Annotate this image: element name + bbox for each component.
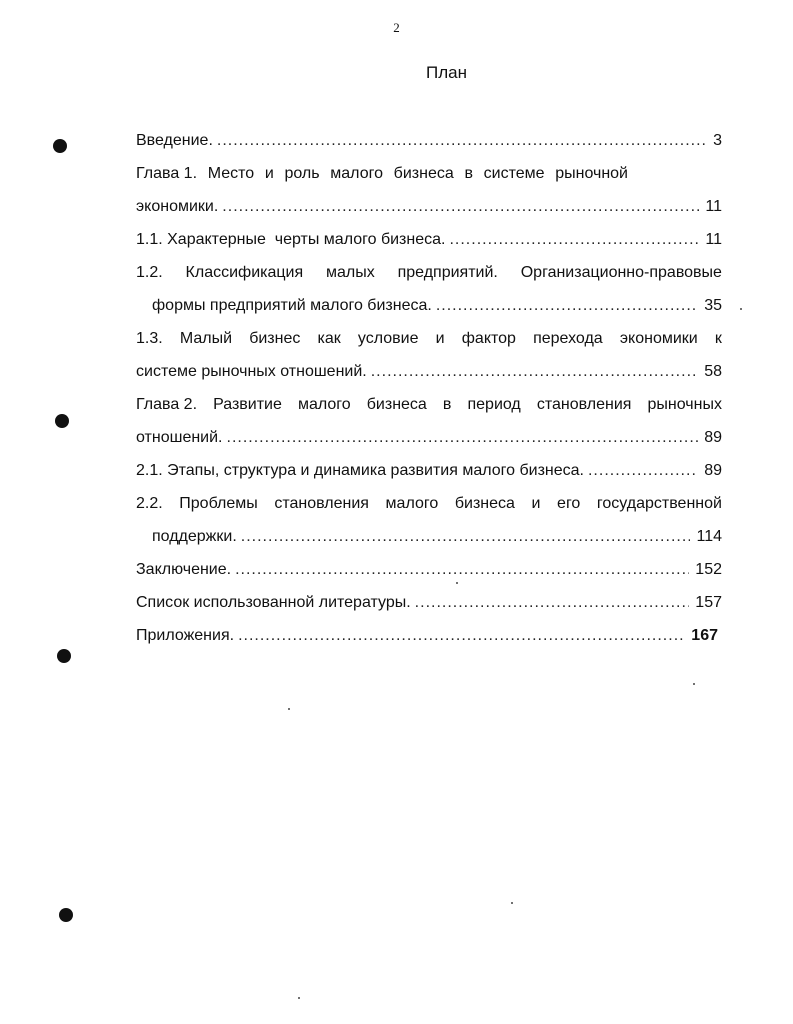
toc-page-number: 157 [695, 594, 722, 611]
toc-word: и [435, 330, 445, 347]
toc-word: Проблемы [179, 495, 258, 512]
toc-word: рыночной [555, 165, 628, 182]
dot-leader [436, 289, 698, 322]
toc-entry-text: 1.1. Характерные черты малого бизнеса. [136, 231, 446, 248]
toc-entry-introduction[interactable] [136, 124, 722, 157]
toc-entry-1-3-line1[interactable] [136, 322, 722, 355]
toc-word: Малый [179, 330, 233, 347]
toc-word: малого [385, 495, 439, 512]
toc-word: перехода [533, 330, 603, 347]
toc-entry-text: формы предприятий малого бизнеса. [152, 297, 432, 314]
toc-word: бизнеса [366, 396, 427, 413]
toc-word: и [264, 165, 274, 182]
toc-entry-chapter-2-line2[interactable] [136, 421, 722, 454]
toc-word: бизнеса [454, 495, 515, 512]
toc-word: малого [330, 165, 383, 182]
toc-page-number: 35 [704, 297, 722, 314]
toc-entry-2-1[interactable] [136, 454, 722, 487]
toc-entry-text: Заключение. [136, 561, 232, 578]
toc-entry-conclusion[interactable] [136, 553, 722, 586]
toc-entry-appendices[interactable] [136, 619, 722, 652]
toc-word: бизнеса [393, 165, 454, 182]
punch-hole-1 [53, 139, 67, 153]
toc-word: системе [483, 165, 545, 182]
scan-speck [511, 902, 513, 904]
toc-page-number: 152 [695, 561, 722, 578]
toc-entry-2-2-line2[interactable] [136, 520, 722, 553]
toc-word: его [557, 495, 581, 512]
toc-entry-text: системе рыночных отношений. [136, 363, 367, 380]
toc-page-number: 11 [705, 231, 722, 248]
toc-word: бизнес [249, 330, 301, 347]
toc-word: период [467, 396, 521, 413]
toc-entry-text: 2.1. Этапы, структура и динамика развития малого бизнеса. [136, 462, 584, 479]
toc-entry-chapter-1-line2[interactable] [136, 190, 722, 223]
toc-word: малого [297, 396, 351, 413]
page-number: 2 [393, 20, 400, 35]
toc-page-number: 3 [713, 132, 722, 149]
scan-speck [288, 708, 290, 710]
toc-word: и [531, 495, 541, 512]
toc-entry-references[interactable] [136, 586, 722, 619]
toc-entry-text: отношений. [136, 429, 223, 446]
scan-speck [740, 308, 742, 310]
toc-word: фактор [461, 330, 516, 347]
dot-leader [371, 355, 698, 388]
toc-word: Развитие [213, 396, 282, 413]
punch-hole-3 [57, 649, 71, 663]
dot-leader [415, 586, 690, 619]
toc-page-number: 58 [704, 363, 722, 380]
toc-word: в [464, 165, 473, 182]
toc-entry-1-1[interactable] [136, 223, 722, 256]
dot-leader [588, 454, 698, 487]
toc-entry-text: поддержки. [152, 528, 237, 545]
toc-word: Организационно-правовые [520, 264, 722, 281]
toc-entry-2-2-line1[interactable] [136, 487, 722, 520]
toc-word: Место [207, 165, 255, 182]
toc-page-number: 114 [696, 528, 722, 545]
toc-word: роль [284, 165, 320, 182]
scan-speck [298, 997, 300, 999]
toc-entry-1-2-line2[interactable] [136, 289, 722, 322]
dot-leader [217, 124, 707, 157]
dot-leader [449, 223, 699, 256]
toc-word: Глава 1. [136, 165, 198, 182]
toc-entry-text: экономики. [136, 198, 219, 215]
toc-entry-chapter-1-line1[interactable] [136, 157, 722, 190]
toc-word: в [442, 396, 452, 413]
toc-entry-text: Введение. [136, 132, 213, 149]
toc-word: становления [536, 396, 632, 413]
toc-word: становления [274, 495, 369, 512]
toc-word: 1.3. [136, 330, 163, 347]
punch-hole-2 [55, 414, 69, 428]
dot-leader [241, 520, 691, 553]
dot-leader [222, 190, 699, 223]
toc-word: условие [357, 330, 419, 347]
toc-word: рыночных [647, 396, 722, 413]
toc-word: Глава 2. [136, 396, 198, 413]
toc-entry-text: Список использованной литературы. [136, 594, 411, 611]
page-title: План [426, 63, 467, 82]
toc-page-number: 11 [705, 198, 722, 215]
table-of-contents [136, 124, 722, 652]
dot-leader [235, 553, 689, 586]
toc-word: 1.2. [136, 264, 163, 281]
toc-word: малых [326, 264, 375, 281]
toc-entry-1-2-line1[interactable] [136, 256, 722, 289]
toc-word: Классификация [185, 264, 304, 281]
dot-leader [238, 619, 685, 652]
toc-page-number: 89 [704, 429, 722, 446]
dot-leader [227, 421, 699, 454]
toc-entry-1-3-line2[interactable] [136, 355, 722, 388]
toc-word: государственной [596, 495, 722, 512]
toc-word: экономики [619, 330, 698, 347]
toc-word: как [317, 330, 341, 347]
toc-entry-text: Приложения. [136, 627, 235, 644]
scan-speck [693, 683, 695, 685]
toc-word: 2.2. [136, 495, 163, 512]
punch-hole-4 [59, 908, 73, 922]
toc-entry-chapter-2-line1[interactable] [136, 388, 722, 421]
toc-page-number: 167 [691, 627, 718, 644]
toc-page-number: 89 [704, 462, 722, 479]
toc-word: предприятий. [397, 264, 498, 281]
toc-word: к [714, 330, 722, 347]
